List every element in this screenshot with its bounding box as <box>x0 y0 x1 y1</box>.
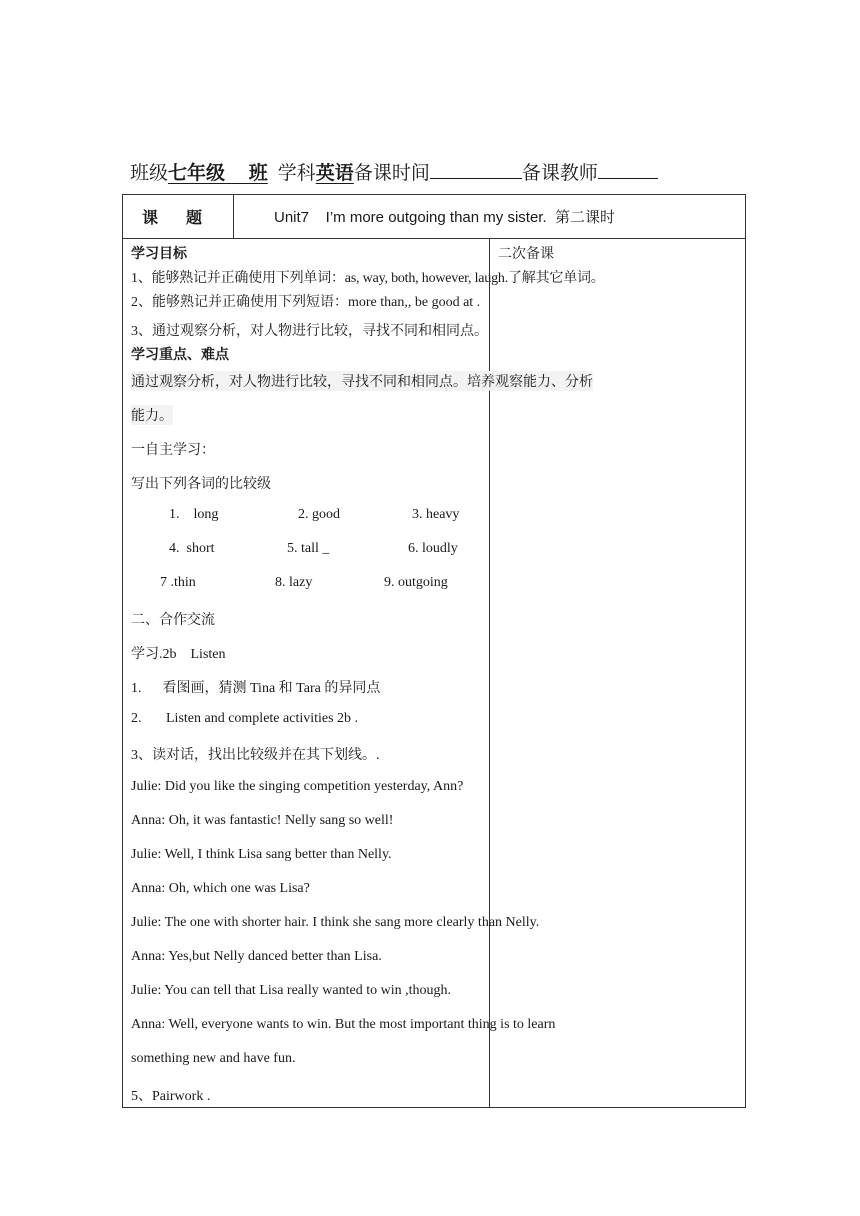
dialogue-line: Anna: Oh, which one was Lisa? <box>131 881 310 896</box>
task-comparatives: 写出下列各词的比较级 <box>131 477 271 492</box>
word-item: 9. outgoing <box>384 575 448 590</box>
word-item: 2. good <box>298 507 340 522</box>
word-item: 8. lazy <box>275 575 313 590</box>
word-item: 5. tall _ <box>287 541 330 556</box>
step-5: 5、Pairwork . <box>131 1089 211 1104</box>
section-self-study: 一自主学习： <box>131 443 215 458</box>
teacher-label: 备课教师 <box>521 163 598 184</box>
goal-3: 3、通过观察分析，对人物进行比较，寻找不同和相同点。 <box>131 324 488 339</box>
dialogue-line: Julie: You can tell that Lisa really wanted to win ,though. <box>131 983 452 998</box>
goal-2: 2、能够熟记并正确使用下列短语：more than,, be good at . <box>131 295 481 310</box>
prep-time-blank <box>430 158 522 179</box>
dialogue-line: Anna: Yes,but Nelly danced better than Lisa. <box>131 949 382 964</box>
focus-line-2: 能力。 <box>131 405 173 425</box>
focus-line-1: 通过观察分析，对人物进行比较，寻找不同和相同点。培养观察能力、分析 <box>131 371 593 391</box>
subject-value: 英语 <box>315 163 354 184</box>
word-item: 7 .thin <box>160 575 196 590</box>
step-3: 3、读对话，找出比较级并在其下划线。. <box>131 748 380 763</box>
class-value: 七年级 班 <box>168 163 268 184</box>
study-2b: 学习.2b Listen <box>131 647 226 662</box>
dialogue-line: Julie: The one with shorter hair. I think she sang more clearly than Nelly. <box>131 915 540 930</box>
dialogue-line: Julie: Well, I think Lisa sang better than Nelly. <box>131 847 392 862</box>
subject-label: 学科 <box>277 163 316 184</box>
lesson-table <box>122 194 746 1108</box>
class-label: 班级 <box>130 163 169 184</box>
prep-time-label: 备课时间 <box>353 163 430 184</box>
dialogue-line: something new and have fun. <box>131 1051 296 1066</box>
word-item: 1. long <box>169 507 219 522</box>
header-line <box>130 158 658 188</box>
section-cooperation: 二、合作交流 <box>131 613 215 628</box>
goal-1: 1、能够熟记并正确使用下列单词：as, way, both, however, laugh.了解其它单词。 <box>131 271 605 286</box>
step-1: 1. 看图画，猜测 Tina 和 Tara 的异同点 <box>131 681 381 696</box>
second-prep-column: 二次备课 <box>490 239 746 1108</box>
dialogue-line: Julie: Did you like the singing competition yesterday, Ann? <box>131 779 464 794</box>
goals-heading: 学习目标 <box>131 247 187 262</box>
focus-heading: 学习重点、难点 <box>131 348 229 363</box>
topic-value: Unit7 I’m more outgoing than my sister. 第二课时 <box>234 195 746 239</box>
teacher-blank <box>598 158 658 179</box>
word-item: 6. loudly <box>408 541 458 556</box>
word-item: 4. short <box>169 541 215 556</box>
dialogue-line: Anna: Oh, it was fantastic! Nelly sang so well! <box>131 813 394 828</box>
dialogue-line: Anna: Well, everyone wants to win. But the most important thing is to learn <box>131 1017 556 1032</box>
step-2: 2. Listen and complete activities 2b . <box>131 711 359 726</box>
topic-label: 课 题 <box>123 195 234 239</box>
word-item: 3. heavy <box>412 507 460 522</box>
